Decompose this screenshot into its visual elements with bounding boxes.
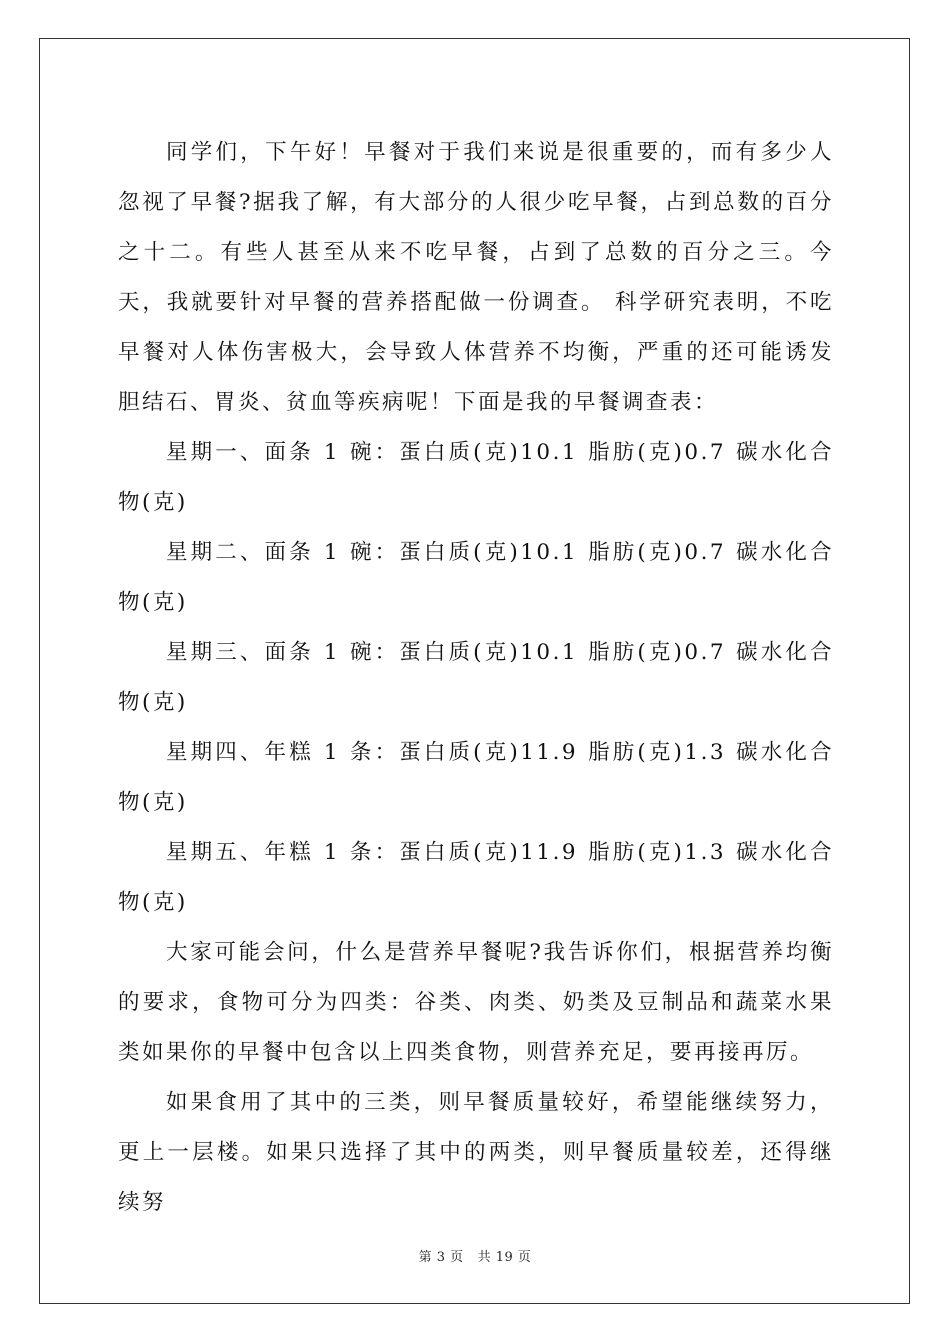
survey-row-tuesday: 星期二、面条 1 碗：蛋白质(克)10.1 脂肪(克)0.7 碳水化合物(克) xyxy=(118,540,834,615)
survey-row-thursday: 星期四、年糕 1 条：蛋白质(克)11.9 脂肪(克)1.3 碳水化合物(克) xyxy=(118,740,834,815)
nutrition-paragraph: 大家可能会问，什么是营养早餐呢?我告诉你们，根据营养均衡的要求，食物可分为四类：谷类、肉类、奶类及豆制品和蔬菜水果类如果你的早餐中包含以上四类食物，则营养充足，要再接再厉。 xyxy=(118,940,834,1065)
survey-row-wednesday: 星期三、面条 1 碗：蛋白质(克)10.1 脂肪(克)0.7 碳水化合物(克) xyxy=(118,640,834,715)
survey-row-friday: 星期五、年糕 1 条：蛋白质(克)11.9 脂肪(克)1.3 碳水化合物(克) xyxy=(118,840,834,915)
current-page-number: 第 3 页 xyxy=(418,1250,464,1265)
quality-paragraph: 如果食用了其中的三类，则早餐质量较好，希望能继续努力，更上一层楼。如果只选择了其中的两类，则早餐质量较差，还得继续努 xyxy=(118,1090,834,1215)
page-footer xyxy=(0,1246,950,1265)
document-body xyxy=(118,128,834,1228)
intro-paragraph: 同学们，下午好！早餐对于我们来说是很重要的，而有多少人忽视了早餐?据我了解，有大部分的人很少吃早餐，占到总数的百分之十二。有些人甚至从来不吃早餐，占到了总数的百分之三。今天，我就要针对早餐的营养搭配做一份调查。 科学研究表明，不吃早餐对人体伤害极大，会导致人体营养不均衡，严重的还可能诱发胆结石、胃炎、贫血等疾病呢！下面是我的早餐调查表： xyxy=(118,140,834,415)
total-page-count: 共 19 页 xyxy=(477,1250,532,1265)
survey-row-monday: 星期一、面条 1 碗：蛋白质(克)10.1 脂肪(克)0.7 碳水化合物(克) xyxy=(118,440,834,515)
